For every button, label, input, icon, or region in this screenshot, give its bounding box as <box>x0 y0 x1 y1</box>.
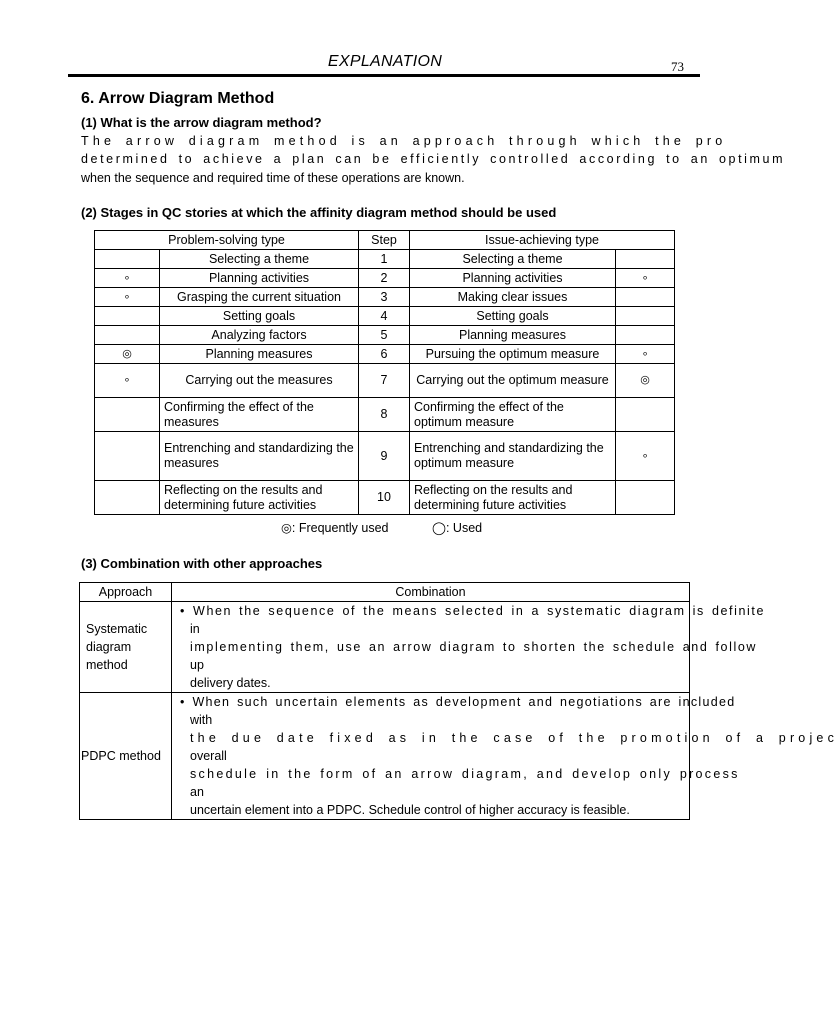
issue-cell: Pursuing the optimum measure <box>410 345 616 364</box>
col-header-issue: Issue-achieving type <box>410 231 675 250</box>
problem-mark <box>95 432 160 481</box>
q1-line-1: The arrow diagram method is an approach through which the pro <box>81 134 727 148</box>
problem-mark <box>95 250 160 269</box>
header-rule <box>68 74 700 77</box>
table-row <box>95 398 675 432</box>
step-cell: 8 <box>359 398 410 432</box>
issue-cell: Setting goals <box>410 307 616 326</box>
combination-header-row <box>80 583 690 602</box>
col-header-approach: Approach <box>80 583 172 602</box>
table-row <box>80 602 690 693</box>
q2-heading: (2) Stages in QC stories at which the affinity diagram method should be used <box>81 205 557 220</box>
page-number: 73 <box>671 59 684 74</box>
problem-cell: Setting goals <box>160 307 359 326</box>
combination-line: implementing them, use an arrow diagram to shorten the schedule and follow <box>190 640 758 654</box>
stages-header-row <box>95 231 675 250</box>
step-cell: 3 <box>359 288 410 307</box>
issue-mark <box>616 307 675 326</box>
problem-mark <box>95 398 160 432</box>
problem-mark <box>95 326 160 345</box>
issue-mark: ◎ <box>616 364 675 398</box>
combination-line: up <box>190 658 204 672</box>
issue-cell: Selecting a theme <box>410 250 616 269</box>
problem-mark: ∘ <box>95 288 160 307</box>
issue-cell: Entrenching and standardizing the optimum measure <box>410 432 616 481</box>
step-cell: 4 <box>359 307 410 326</box>
table-row <box>95 432 675 481</box>
combination-line: schedule in the form of an arrow diagram, and develop only process <box>190 767 740 781</box>
q1-line-3: when the sequence and required time of these operations are known. <box>81 171 465 185</box>
issue-cell: Reflecting on the results and determining future activities <box>410 481 616 515</box>
col-header-combination: Combination <box>172 583 690 602</box>
combination-line: • When such uncertain elements as development and negotiations are included <box>180 695 736 709</box>
issue-mark <box>616 250 675 269</box>
step-cell: 1 <box>359 250 410 269</box>
issue-mark <box>616 398 675 432</box>
issue-cell: Making clear issues <box>410 288 616 307</box>
approach-cell: PDPC method <box>80 693 172 820</box>
combination-line: uncertain element into a PDPC. Schedule control of higher accuracy is feasible. <box>190 803 630 817</box>
issue-cell: Planning activities <box>410 269 616 288</box>
step-cell: 10 <box>359 481 410 515</box>
problem-cell: Planning measures <box>160 345 359 364</box>
step-cell: 9 <box>359 432 410 481</box>
table-row <box>95 288 675 307</box>
problem-mark: ∘ <box>95 269 160 288</box>
q1-line-2: determined to achieve a plan can be efficiently controlled according to an optimum <box>81 152 786 166</box>
col-header-step: Step <box>359 231 410 250</box>
combination-line: in <box>190 622 200 636</box>
combination-line: overall <box>190 749 227 763</box>
step-cell: 2 <box>359 269 410 288</box>
combination-line: with <box>190 713 213 727</box>
table-row <box>95 326 675 345</box>
table-row <box>95 269 675 288</box>
q3-heading: (3) Combination with other approaches <box>81 556 323 571</box>
issue-mark <box>616 326 675 345</box>
stages-table <box>94 230 675 515</box>
problem-cell: Analyzing factors <box>160 326 359 345</box>
table-row <box>95 481 675 515</box>
problem-cell: Planning activities <box>160 269 359 288</box>
issue-cell: Confirming the effect of the optimum measure <box>410 398 616 432</box>
combination-line: an <box>190 785 204 799</box>
step-cell: 5 <box>359 326 410 345</box>
issue-mark: ∘ <box>616 432 675 481</box>
page-header-title: EXPLANATION <box>327 53 443 70</box>
step-cell: 6 <box>359 345 410 364</box>
problem-mark: ◎ <box>95 345 160 364</box>
table-row <box>95 364 675 398</box>
step-cell: 7 <box>359 364 410 398</box>
combination-line: • When the sequence of the means selected in a systematic diagram is definite <box>180 604 766 618</box>
legend-frequently-used: ◎: Frequently used <box>281 521 389 535</box>
section-title: 6. Arrow Diagram Method <box>81 90 275 107</box>
combination-cell <box>172 602 766 693</box>
table-row <box>95 345 675 364</box>
table-row <box>80 693 690 820</box>
problem-cell: Entrenching and standardizing the measures <box>160 432 359 481</box>
problem-mark <box>95 307 160 326</box>
problem-cell: Carrying out the measures <box>160 364 359 398</box>
problem-cell: Selecting a theme <box>160 250 359 269</box>
col-header-problem: Problem-solving type <box>95 231 359 250</box>
problem-cell: Reflecting on the results and determining future activities <box>160 481 359 515</box>
q1-heading: (1) What is the arrow diagram method? <box>81 115 322 130</box>
combination-line: delivery dates. <box>190 676 271 690</box>
combination-table <box>79 582 838 820</box>
issue-cell: Carrying out the optimum measure <box>410 364 616 398</box>
combination-line: the due date fixed as in the case of the promotion of a projec <box>190 731 838 745</box>
issue-mark: ∘ <box>616 269 675 288</box>
issue-mark <box>616 481 675 515</box>
problem-mark: ∘ <box>95 364 160 398</box>
issue-cell: Planning measures <box>410 326 616 345</box>
legend-used: ◯: Used <box>432 521 483 535</box>
issue-mark: ∘ <box>616 345 675 364</box>
table-row <box>95 307 675 326</box>
problem-cell: Grasping the current situation <box>160 288 359 307</box>
problem-cell: Confirming the effect of the measures <box>160 398 359 432</box>
table-row <box>95 250 675 269</box>
issue-mark <box>616 288 675 307</box>
combination-cell <box>172 693 838 820</box>
approach-cell: Systematic diagram method <box>80 602 172 693</box>
problem-mark <box>95 481 160 515</box>
